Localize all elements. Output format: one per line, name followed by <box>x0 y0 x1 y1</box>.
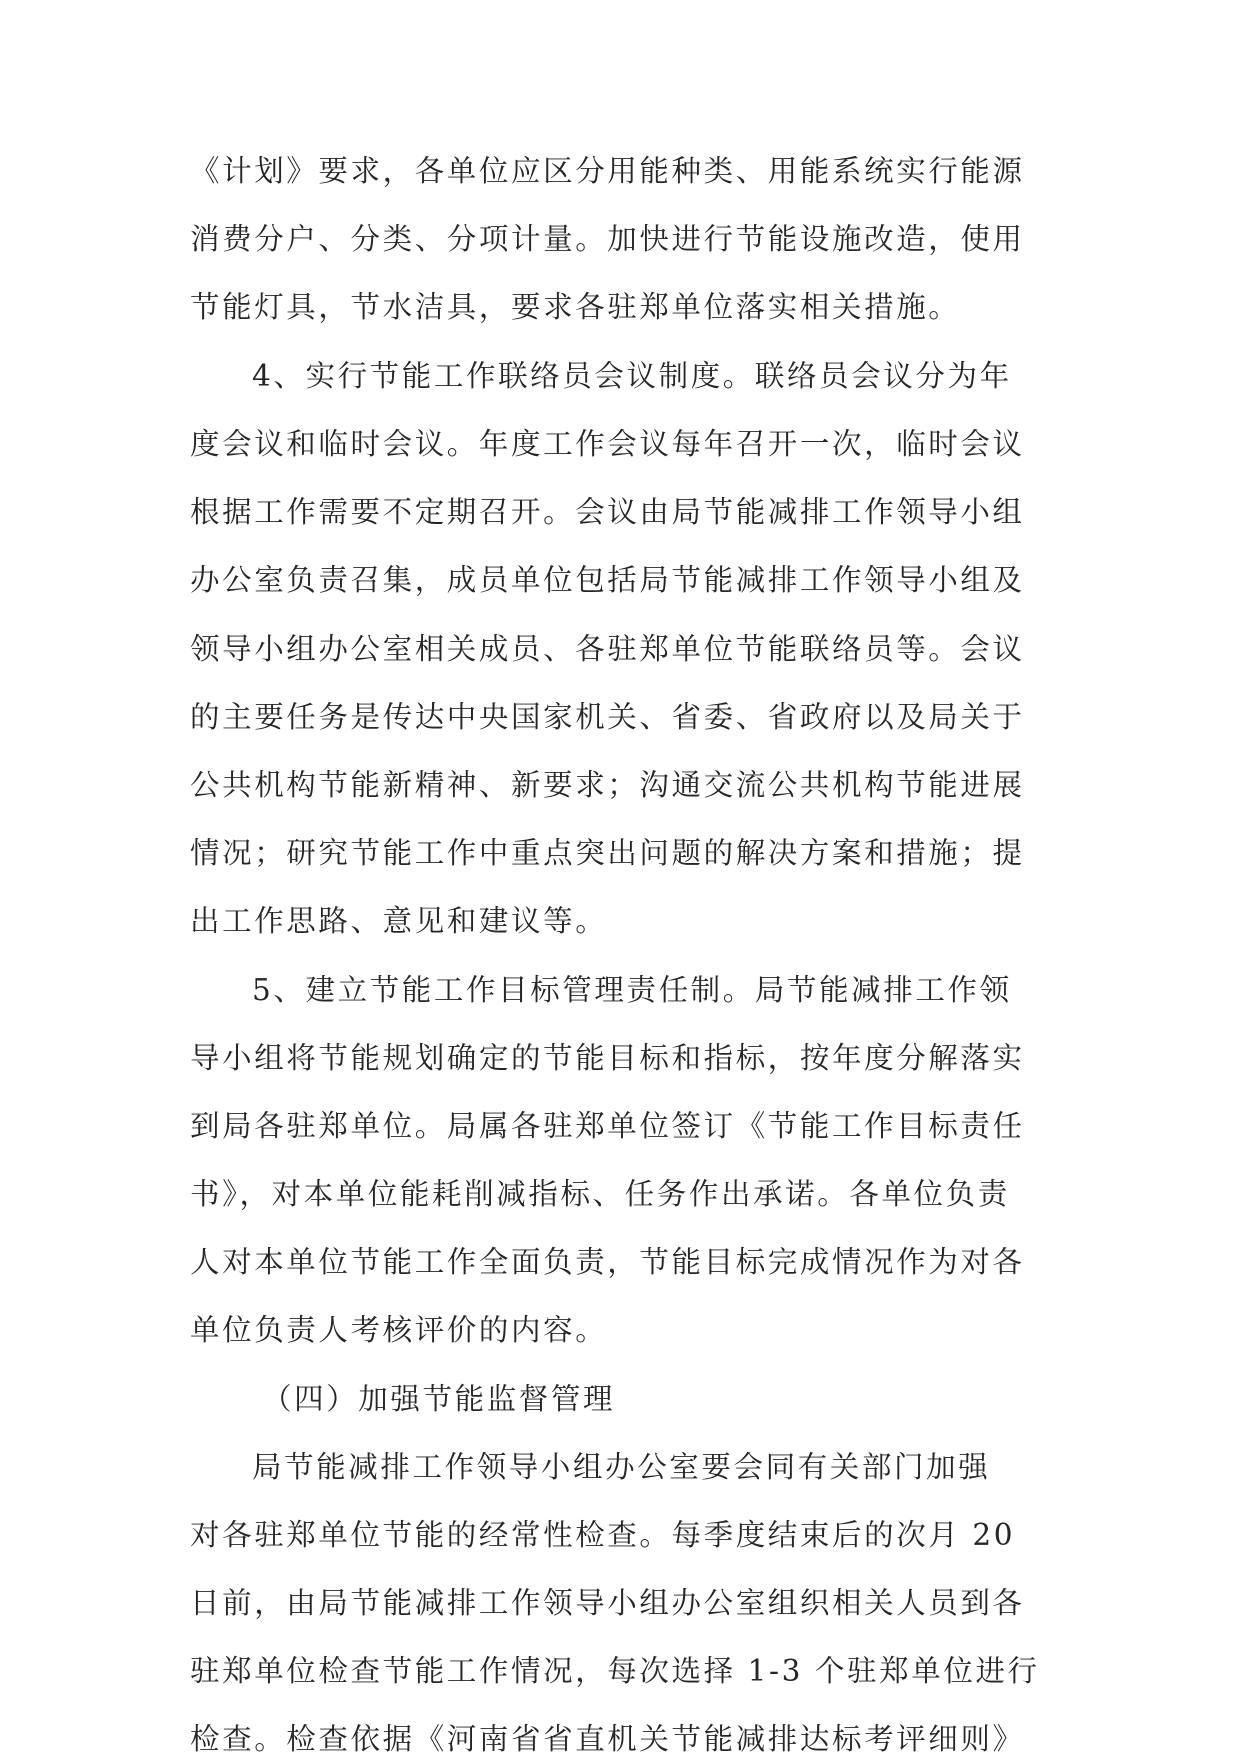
section-heading: （四）加强节能监督管理 <box>262 1382 616 1416</box>
text-line: 节能灯具，节水洁具，要求各驻郑单位落实相关措施。 <box>190 290 961 324</box>
text-line: 书》，对本单位能耗削减指标、任务作出承诺。各单位负责 <box>190 1177 1010 1211</box>
text-line: 日前，由局节能减排工作领导小组办公室组织相关人员到各 <box>190 1586 1025 1620</box>
text-line: 公共机构节能新精神、新要求；沟通交流公共机构节能进展 <box>190 768 1025 802</box>
text-line: 对各驻郑单位节能的经常性检查。每季度结束后的次月 20 <box>190 1518 1016 1552</box>
text-line: 出工作思路、意见和建议等。 <box>190 904 608 938</box>
text-line: 检查。检查依据《河南省省直机关节能减排达标考评细则》 <box>190 1722 1025 1756</box>
text-line: 度会议和临时会议。年度工作会议每年召开一次，临时会议 <box>190 427 1025 461</box>
text-line: 情况；研究节能工作中重点突出问题的解决方案和措施；提 <box>190 836 1025 870</box>
text-line: 根据工作需要不定期召开。会议由局节能减排工作领导小组 <box>190 495 1025 529</box>
text-line: 单位负责人考核评价的内容。 <box>190 1313 608 1347</box>
text-line: 的主要任务是传达中央国家机关、省委、省政府以及局关于 <box>190 700 1025 734</box>
text-line: 消费分户、分类、分项计量。加快进行节能设施改造，使用 <box>190 222 1025 256</box>
text-line: 办公室负责召集，成员单位包括局节能减排工作领导小组及 <box>190 563 1025 597</box>
text-line: 驻郑单位检查节能工作情况，每次选择 1-3 个驻郑单位进行 <box>190 1654 1040 1688</box>
text-line: 人对本单位节能工作全面负责，节能目标完成情况作为对各 <box>190 1245 1025 1279</box>
text-line: 导小组将节能规划确定的节能目标和指标，按年度分解落实 <box>190 1041 1025 1075</box>
text-line: 领导小组办公室相关成员、各驻郑单位节能联络员等。会议 <box>190 632 1025 666</box>
paragraph-4-start: 4、实行节能工作联络员会议制度。联络员会议分为年 <box>252 359 1012 393</box>
paragraph-start: 局节能减排工作领导小组办公室要会同有关部门加强 <box>252 1450 991 1484</box>
text-line: 《计划》要求，各单位应区分用能种类、用能系统实行能源 <box>190 154 1025 188</box>
paragraph-5-start: 5、建立节能工作目标管理责任制。局节能减排工作领 <box>252 973 1012 1007</box>
text-line: 到局各驻郑单位。局属各驻郑单位签订《节能工作目标责任 <box>190 1109 1025 1143</box>
